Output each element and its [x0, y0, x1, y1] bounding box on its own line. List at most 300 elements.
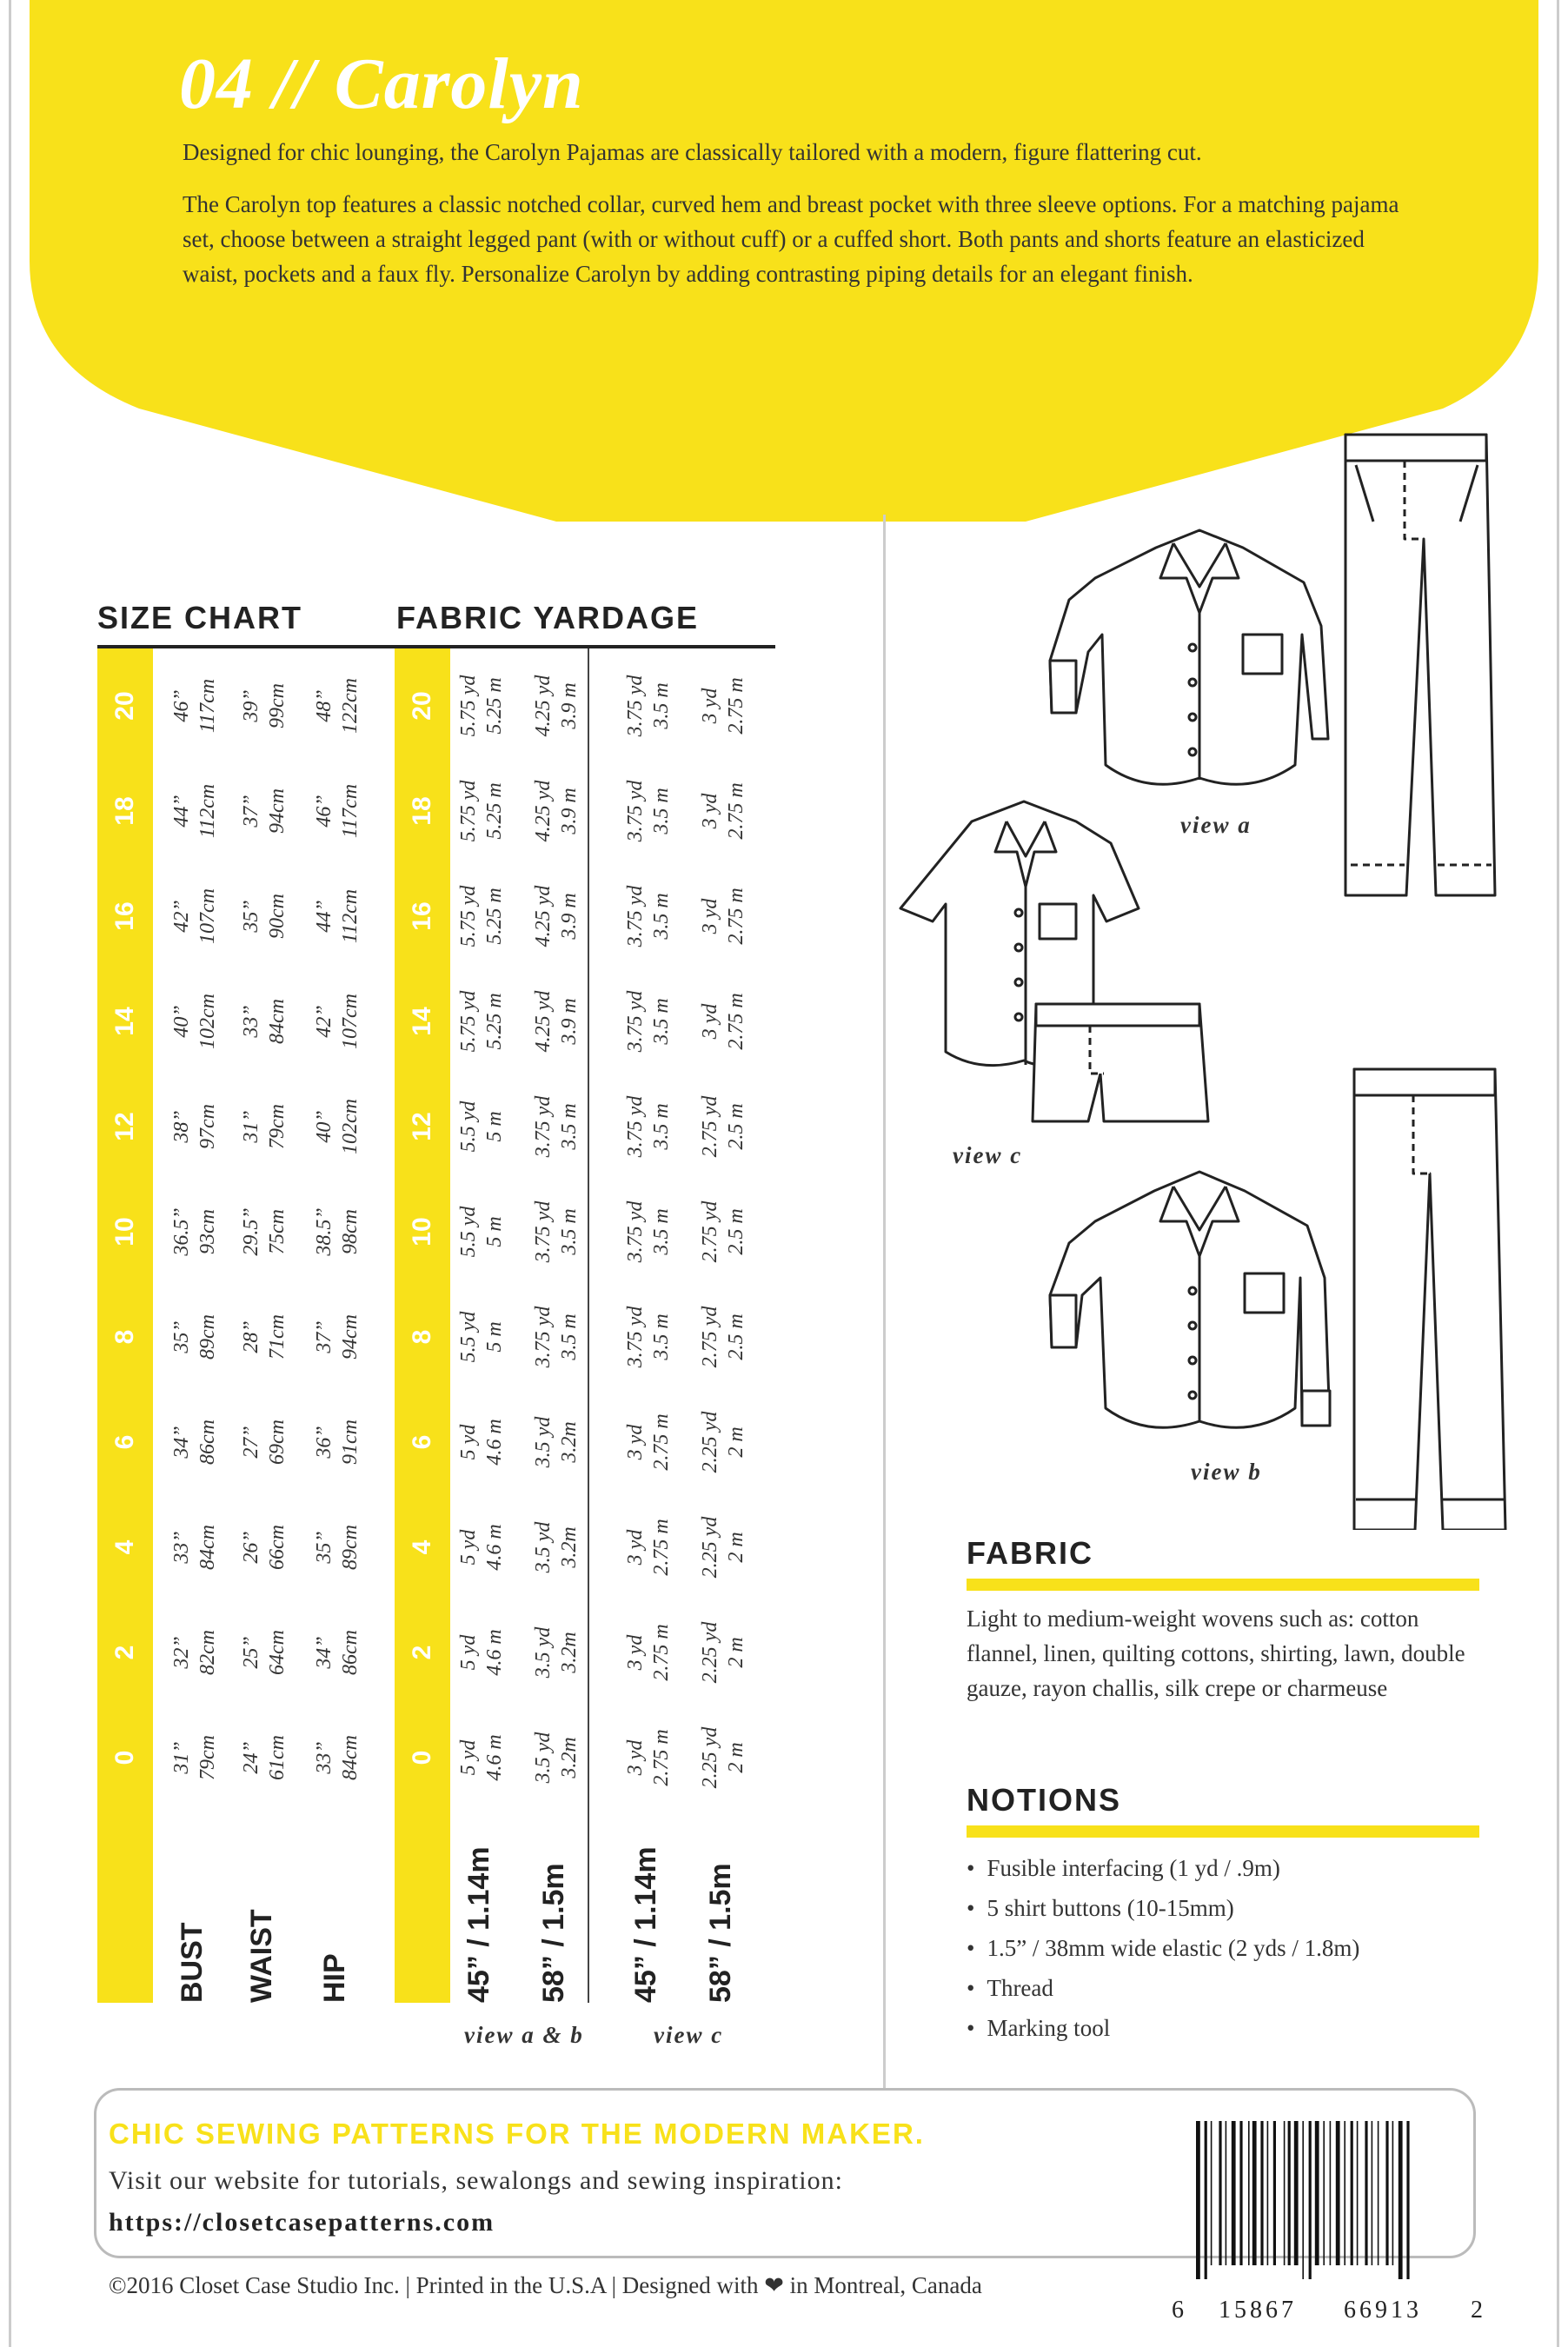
metric-value: 3.5 m	[558, 1208, 581, 1255]
metric-value: 5.25 m	[483, 888, 506, 945]
imperial-value: 3.75 yd	[624, 1200, 647, 1263]
imperial-value: 25”	[240, 1636, 262, 1669]
imperial-value: 5.5 yd	[457, 1100, 480, 1153]
imperial-value: 3.75 yd	[532, 1200, 555, 1263]
notions-heading: NOTIONS	[967, 1782, 1122, 1818]
imperial-value: 37”	[313, 1320, 336, 1353]
metric-value: 5 m	[483, 1321, 506, 1353]
yardage-cell	[697, 888, 749, 944]
metric-value: 2 m	[725, 1426, 747, 1458]
yardage-cell	[455, 1629, 508, 1675]
metric-value: 2.75 m	[725, 888, 747, 945]
metric-value: 112cm	[339, 888, 362, 944]
list-item: • Marking tool	[967, 2008, 1359, 2048]
imperial-value: 42”	[170, 900, 193, 933]
size-chart-cell	[238, 788, 290, 834]
metric-value: 2 m	[725, 1742, 747, 1773]
barcode-bar	[1239, 2121, 1242, 2265]
imperial-value: 3 yd	[624, 1529, 647, 1566]
barcode-bar	[1323, 2121, 1325, 2265]
size-chart-cell	[311, 994, 363, 1049]
metric-value: 94cm	[339, 1314, 362, 1360]
metric-value: 3.5 m	[650, 1208, 673, 1255]
yardage-cell	[697, 1201, 749, 1263]
imperial-value: 29.5”	[240, 1207, 262, 1256]
metric-value: 3.2m	[558, 1737, 581, 1779]
size-chart-cell	[169, 679, 221, 733]
size-chart-size-12: 12	[110, 1112, 139, 1141]
barcode-bar	[1211, 2121, 1213, 2265]
metric-value: 4.6 m	[483, 1629, 506, 1676]
yardage-size-18: 18	[408, 796, 436, 826]
imperial-value: 38”	[170, 1110, 193, 1143]
metric-value: 5.25 m	[483, 993, 506, 1050]
imperial-value: 38.5”	[313, 1207, 336, 1256]
yardage-cell	[697, 1622, 749, 1684]
imperial-value: 5.5 yd	[457, 1206, 480, 1258]
metric-value: 102cm	[196, 994, 219, 1049]
metric-value: 3.5 m	[650, 998, 673, 1045]
imperial-value: 27”	[240, 1426, 262, 1459]
size-chart-size-6: 6	[110, 1434, 139, 1450]
yardage-size-16: 16	[408, 901, 436, 931]
imperial-value: 40”	[170, 1005, 193, 1038]
barcode-bar	[1357, 2121, 1359, 2265]
metric-value: 98cm	[339, 1209, 362, 1254]
imperial-value: 3.75 yd	[624, 780, 647, 842]
website-link[interactable]: https://closetcasepatterns.com	[109, 2208, 495, 2237]
barcode-bar	[1392, 2121, 1394, 2265]
metric-value: 3.9 m	[558, 682, 581, 729]
imperial-value: 36”	[313, 1426, 336, 1459]
size-chart-cell	[311, 1207, 363, 1255]
barcode-bar	[1365, 2121, 1367, 2265]
imperial-value: 31”	[170, 1741, 193, 1774]
metric-value: 89cm	[196, 1314, 219, 1360]
size-chart-cell	[238, 894, 290, 939]
size-chart-cell	[169, 1735, 221, 1780]
imperial-value: 39”	[240, 689, 262, 722]
fabric-heading: FABRIC	[967, 1535, 1093, 1571]
imperial-value: 5.75 yd	[457, 990, 480, 1053]
metric-value: 3.2m	[558, 1632, 581, 1673]
view-a-shirt-illustration	[1050, 530, 1328, 784]
metric-value: 107cm	[339, 994, 362, 1049]
imperial-value: 5 yd	[457, 1634, 480, 1671]
size-chart-cell	[311, 784, 363, 838]
footer-tagline: CHIC SEWING PATTERNS FOR THE MODERN MAKER.	[109, 2118, 925, 2150]
barcode-bar	[1351, 2121, 1353, 2265]
barcode-digit-check: 2	[1471, 2297, 1483, 2324]
metric-value: 3.2m	[558, 1526, 581, 1568]
barcode-bar	[1226, 2121, 1227, 2265]
yardage-row-label: 58” / 1.5m	[537, 1863, 570, 2003]
barcode-bar	[1330, 2121, 1332, 2265]
imperial-value: 3 yd	[624, 1739, 647, 1776]
barcode-bar	[1196, 2121, 1200, 2279]
imperial-value: 40”	[313, 1110, 336, 1143]
barcode-bar	[1219, 2121, 1221, 2265]
yardage-cell	[530, 1096, 582, 1158]
barcode-bar	[1399, 2121, 1403, 2279]
view-a-pants-illustration	[1345, 435, 1495, 895]
size-chart-row-label: WAIST	[245, 1909, 278, 2003]
size-chart-heading: SIZE CHART	[97, 600, 302, 635]
imperial-value: 5.5 yd	[457, 1311, 480, 1363]
imperial-value: 5.75 yd	[457, 885, 480, 947]
pattern-title: 04 // Carolyn	[179, 43, 584, 124]
size-chart-cell	[311, 1314, 363, 1360]
size-chart-cell	[169, 994, 221, 1049]
metric-value: 86cm	[339, 1630, 362, 1675]
imperial-value: 46”	[313, 795, 336, 828]
yardage-cell	[530, 886, 582, 947]
barcode-digits-left: 15867	[1219, 2297, 1297, 2324]
imperial-value: 44”	[313, 900, 336, 933]
barcode-bar	[1294, 2121, 1299, 2265]
size-chart-size-4: 4	[110, 1539, 139, 1555]
intro-text	[183, 135, 1417, 309]
barcode-bar	[1372, 2121, 1373, 2265]
notions-heading-bar	[967, 1825, 1479, 1838]
yardage-cell	[622, 886, 674, 947]
size-chart-size-2: 2	[110, 1645, 139, 1660]
yardage-cell	[622, 1096, 674, 1158]
imperial-value: 5.75 yd	[457, 675, 480, 737]
size-chart-cell	[238, 1735, 290, 1780]
metric-value: 84cm	[339, 1735, 362, 1780]
yardage-cell	[455, 1101, 508, 1153]
fabric-heading-bar	[967, 1579, 1479, 1591]
yardage-cell	[622, 1624, 674, 1680]
size-chart-size-0: 0	[110, 1750, 139, 1765]
metric-value: 2.5 m	[725, 1103, 747, 1150]
barcode-bar	[1205, 2121, 1207, 2279]
size-chart-cell	[311, 1525, 363, 1570]
imperial-value: 37”	[240, 795, 262, 828]
yardage-cell	[622, 675, 674, 737]
metric-value: 91cm	[339, 1420, 362, 1465]
copyright-line: ©2016 Closet Case Studio Inc. | Printed in the U.S.A | Designed with ❤ in Montreal, Canada	[109, 2272, 982, 2298]
imperial-value: 3 yd	[699, 688, 721, 724]
metric-value: 66cm	[266, 1525, 289, 1570]
yardage-cell	[530, 991, 582, 1053]
imperial-value: 2.25 yd	[699, 1726, 721, 1789]
barcode-bar	[1267, 2121, 1269, 2265]
imperial-value: 2.75 yd	[699, 1306, 721, 1368]
imperial-value: 5 yd	[457, 1529, 480, 1566]
metric-value: 2.75 m	[650, 1729, 673, 1786]
yardage-size-10: 10	[408, 1217, 436, 1247]
imperial-value: 3 yd	[624, 1424, 647, 1460]
metric-value: 3.9 m	[558, 893, 581, 940]
metric-value: 5.25 m	[483, 677, 506, 735]
barcode-bar	[1284, 2121, 1286, 2265]
imperial-value: 33”	[313, 1741, 336, 1774]
imperial-value: 4.25 yd	[532, 990, 555, 1053]
yardage-size-12: 12	[408, 1112, 436, 1141]
yardage-size-4: 4	[408, 1539, 436, 1555]
imperial-value: 3 yd	[699, 793, 721, 829]
garment-illustrations	[887, 426, 1547, 1530]
metric-value: 102cm	[339, 1099, 362, 1154]
imperial-value: 33”	[240, 1005, 262, 1038]
size-chart-cell	[238, 1525, 290, 1570]
yardage-cell	[622, 781, 674, 842]
metric-value: 2.75 m	[725, 677, 747, 735]
yardage-cell	[622, 1413, 674, 1470]
yardage-cell	[622, 1729, 674, 1785]
metric-value: 3.5 m	[650, 1313, 673, 1360]
size-chart-cell	[169, 1314, 221, 1360]
imperial-value: 5 yd	[457, 1424, 480, 1460]
yardage-row-label: 58” / 1.5m	[704, 1863, 737, 2003]
size-chart-cell	[169, 1630, 221, 1675]
metric-value: 84cm	[196, 1525, 219, 1570]
size-chart-cell	[169, 888, 221, 944]
metric-value: 89cm	[339, 1525, 362, 1570]
barcode-digit-lead: 6	[1172, 2297, 1184, 2324]
imperial-value: 2.25 yd	[699, 1621, 721, 1684]
yardage-cell	[455, 1419, 508, 1465]
yardage-size-0: 0	[408, 1750, 436, 1765]
metric-value: 2.75 m	[650, 1413, 673, 1471]
imperial-value: 26”	[240, 1531, 262, 1564]
yardage-cell	[530, 1732, 582, 1784]
metric-value: 4.6 m	[483, 1419, 506, 1466]
metric-value: 112cm	[196, 783, 219, 839]
size-chart-cell	[169, 1207, 221, 1255]
imperial-value: 3.75 yd	[624, 885, 647, 947]
metric-value: 4.6 m	[483, 1734, 506, 1781]
metric-value: 97cm	[196, 1104, 219, 1149]
yardage-cell	[455, 1207, 508, 1258]
yardage-cell	[697, 1517, 749, 1579]
imperial-value: 31”	[240, 1110, 262, 1143]
metric-value: 5 m	[483, 1216, 506, 1247]
metric-value: 3.5 m	[558, 1313, 581, 1360]
metric-value: 99cm	[266, 683, 289, 728]
imperial-value: 3.5 yd	[532, 1626, 555, 1679]
imperial-value: 4.25 yd	[532, 885, 555, 947]
imperial-value: 48”	[313, 689, 336, 722]
yardage-cell	[455, 1312, 508, 1363]
list-item: • 5 shirt buttons (10-15mm)	[967, 1888, 1359, 1928]
barcode-bar	[1232, 2121, 1236, 2265]
footer-visit-text: Visit our website for tutorials, sewalongs and sewing inspiration:	[109, 2166, 843, 2195]
metric-value: 3.5 m	[650, 893, 673, 940]
size-chart-size-14: 14	[110, 1007, 139, 1036]
size-chart-cell	[238, 1420, 290, 1465]
metric-value: 2.5 m	[725, 1313, 747, 1360]
imperial-value: 3.75 yd	[532, 1306, 555, 1368]
metric-value: 2.75 m	[725, 782, 747, 840]
imperial-value: 35”	[170, 1320, 193, 1353]
metric-value: 5.25 m	[483, 782, 506, 840]
barcode-bar	[1344, 2121, 1345, 2265]
size-chart-size-16: 16	[110, 901, 139, 931]
yardage-cell	[697, 677, 749, 734]
barcode-bar	[1248, 2121, 1250, 2265]
metric-value: 94cm	[266, 788, 289, 834]
yardage-cell	[530, 675, 582, 737]
barcode-bar	[1252, 2121, 1257, 2265]
yardage-cell	[622, 991, 674, 1053]
barcode-bar	[1385, 2121, 1388, 2265]
imperial-value: 42”	[313, 1005, 336, 1038]
metric-value: 69cm	[266, 1420, 289, 1465]
metric-value: 3.5 m	[650, 682, 673, 729]
imperial-value: 5 yd	[457, 1739, 480, 1776]
yardage-cell	[622, 1306, 674, 1368]
metric-value: 3.5 m	[650, 1103, 673, 1150]
metric-value: 2 m	[725, 1532, 747, 1563]
size-chart-cell	[169, 784, 221, 838]
view-c-caption: view c	[953, 1142, 1023, 1168]
intro-paragraph-2: The Carolyn top features a classic notched collar, curved hem and breast pocket with three sleeve options. For a matching pajama set, choose between a straight legged pant (with or without cuff) or a cuffed short. Both pants and shorts feature an elasticized waist, pockets and a faux fly. Personalize Carolyn by adding contrasting piping details for an elegant finish.	[183, 191, 1399, 287]
yardage-size-6: 6	[408, 1434, 436, 1450]
size-chart-cell	[169, 1525, 221, 1570]
imperial-value: 2.75 yd	[699, 1095, 721, 1158]
yardage-cell	[530, 1522, 582, 1573]
imperial-value: 3.5 yd	[532, 1521, 555, 1573]
size-chart-cell	[238, 1104, 290, 1149]
size-chart-size-8: 8	[110, 1329, 139, 1345]
imperial-value: 3.75 yd	[624, 1306, 647, 1368]
yardage-cell	[530, 1627, 582, 1679]
yardage-cell	[697, 1096, 749, 1158]
metric-value: 2.75 m	[650, 1624, 673, 1681]
imperial-value: 2.25 yd	[699, 1516, 721, 1579]
metric-value: 4.6 m	[483, 1524, 506, 1571]
metric-value: 107cm	[196, 888, 219, 944]
metric-value: 79cm	[266, 1104, 289, 1149]
yardage-cell	[622, 1201, 674, 1263]
imperial-value: 32”	[170, 1636, 193, 1669]
yardage-cell	[530, 781, 582, 842]
barcode-bar	[1315, 2121, 1319, 2265]
view-a-caption: view a	[1180, 812, 1252, 838]
imperial-value: 3 yd	[699, 1003, 721, 1040]
metric-value: 61cm	[266, 1735, 289, 1780]
metric-value: 3.2m	[558, 1421, 581, 1463]
metric-value: 2.75 m	[650, 1519, 673, 1576]
size-chart-size-20: 20	[110, 691, 139, 721]
imperial-value: 3.75 yd	[624, 990, 647, 1053]
yardage-row-label: 45” / 1.14m	[462, 1846, 495, 2003]
metric-value: 84cm	[266, 999, 289, 1044]
barcode-bar	[1288, 2121, 1291, 2265]
yardage-cell	[622, 1519, 674, 1575]
imperial-value: 3.75 yd	[624, 675, 647, 737]
size-chart-row-label: HIP	[318, 1953, 351, 2003]
barcode-bar	[1406, 2121, 1409, 2279]
size-chart-cell	[238, 683, 290, 728]
yardage-cell	[455, 886, 508, 947]
notions-list	[967, 1848, 1359, 2048]
yardage-cell	[530, 1306, 582, 1368]
imperial-value: 34”	[170, 1426, 193, 1459]
yardage-size-20: 20	[408, 691, 436, 721]
yardage-view-c-caption: view c	[654, 2022, 724, 2048]
size-chart-cell	[169, 1420, 221, 1465]
metric-value: 64cm	[266, 1630, 289, 1675]
metric-value: 3.5 m	[650, 788, 673, 834]
yardage-cell	[530, 1201, 582, 1263]
barcode-digits-right: 66913	[1344, 2297, 1422, 2324]
barcode	[1193, 2121, 1462, 2279]
metric-value: 122cm	[339, 678, 362, 734]
fabric-description: Light to medium-weight wovens such as: cotton flannel, linen, quilting cottons, shirting, lawn, double gauze, rayon challis, silk crepe or charmeuse	[967, 1606, 1465, 1701]
metric-value: 5 m	[483, 1111, 506, 1142]
view-c-shorts-illustration	[1033, 1004, 1208, 1121]
barcode-bar	[1378, 2121, 1379, 2265]
imperial-value: 34”	[313, 1636, 336, 1669]
yardage-cell	[697, 782, 749, 839]
metric-value: 117cm	[339, 783, 362, 839]
imperial-value: 4.25 yd	[532, 780, 555, 842]
yardage-size-2: 2	[408, 1645, 436, 1660]
imperial-value: 3.75 yd	[624, 1095, 647, 1158]
size-chart-cell	[238, 1314, 290, 1360]
yardage-size-14: 14	[408, 1007, 436, 1036]
metric-value: 2.75 m	[725, 993, 747, 1050]
imperial-value: 5.75 yd	[457, 780, 480, 842]
size-chart-cell	[311, 1735, 363, 1780]
size-chart-cell	[311, 1099, 363, 1154]
yardage-cell	[455, 1524, 508, 1570]
imperial-value: 3.75 yd	[532, 1095, 555, 1158]
metric-value: 75cm	[266, 1209, 289, 1254]
yardage-cell	[697, 1727, 749, 1789]
imperial-value: 2.75 yd	[699, 1200, 721, 1263]
intro-paragraph-1: Designed for chic lounging, the Carolyn Pajamas are classically tailored with a modern, figure flattering cut.	[183, 139, 1202, 165]
metric-value: 93cm	[196, 1209, 219, 1254]
yardage-cell	[697, 1306, 749, 1368]
list-item: • Fusible interfacing (1 yd / .9m)	[967, 1848, 1359, 1888]
size-chart-cell	[169, 1104, 221, 1149]
imperial-value: 28”	[240, 1320, 262, 1353]
imperial-value: 36.5”	[170, 1207, 193, 1256]
imperial-value: 3.5 yd	[532, 1416, 555, 1468]
barcode-bar	[1273, 2121, 1276, 2265]
metric-value: 79cm	[196, 1735, 219, 1780]
metric-value: 3.9 m	[558, 998, 581, 1045]
size-chart-cell	[238, 1630, 290, 1675]
size-chart-size-18: 18	[110, 796, 139, 826]
size-chart-cell	[238, 999, 290, 1044]
view-b-shirt-illustration	[1050, 1172, 1330, 1427]
metric-value: 117cm	[196, 678, 219, 734]
metric-value: 3.5 m	[558, 1103, 581, 1150]
imperial-value: 35”	[240, 900, 262, 933]
yardage-size-bar	[395, 648, 450, 2003]
barcode-bar	[1336, 2121, 1340, 2265]
barcode-bar	[1309, 2121, 1312, 2279]
metric-value: 90cm	[266, 894, 289, 939]
imperial-value: 3 yd	[699, 898, 721, 934]
column-divider	[883, 515, 886, 2088]
size-chart-cell	[311, 889, 363, 943]
imperial-value: 33”	[170, 1531, 193, 1564]
metric-value: 2 m	[725, 1637, 747, 1668]
metric-value: 86cm	[196, 1420, 219, 1465]
imperial-value: 3.5 yd	[532, 1732, 555, 1784]
yardage-cell	[697, 993, 749, 1049]
yardage-cell	[530, 1417, 582, 1468]
view-b-pants-illustration	[1354, 1069, 1505, 1530]
size-chart-size-bar	[97, 648, 153, 2003]
